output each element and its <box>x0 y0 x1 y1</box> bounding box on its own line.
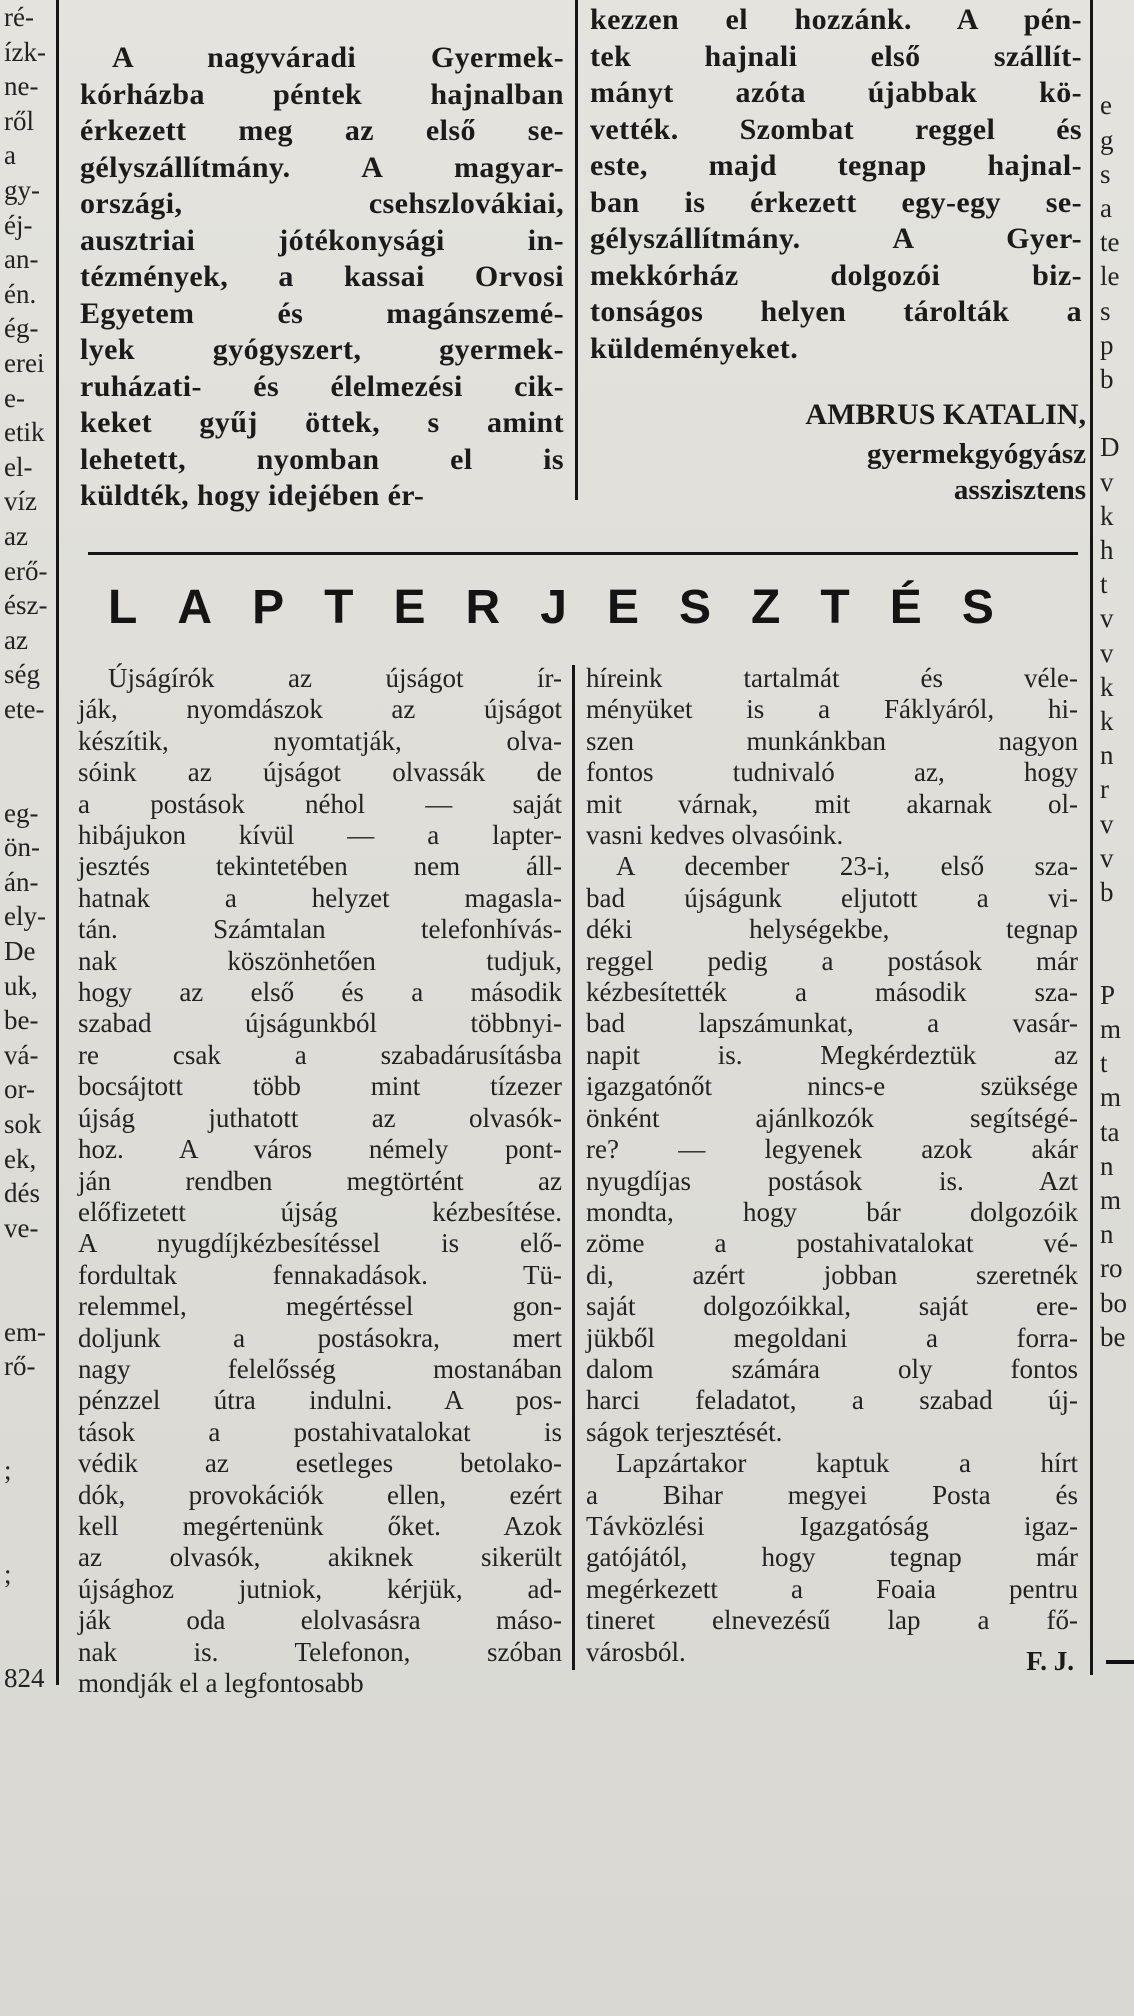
main-article-line: nak köszönhetően tudjuk, <box>78 945 562 976</box>
main-article-line: hogy az első és a második <box>78 977 562 1008</box>
left-fragment-line: ek, <box>4 1143 37 1174</box>
main-article-line: di, azért jobban szeretnék <box>586 1259 1078 1290</box>
main-article-line: napit is. Megkérdeztük az <box>586 1039 1078 1070</box>
main-article-line: doljunk a postásokra, mert <box>78 1322 562 1353</box>
top-article-line: tézmények, a kassai Orvosi <box>80 260 564 293</box>
main-article-line: mondják el a legfontosabb <box>78 1668 364 1698</box>
main-article-line: tineret elnevezésű lap a fő- <box>586 1605 1078 1636</box>
main-article-line: Távközlési Igazgatóság igaz- <box>586 1510 1078 1541</box>
main-article-line: tán. Számtalan telefonhívás- <box>78 914 562 945</box>
main-article-line: hoz. A város némely pont- <box>78 1134 562 1165</box>
top-article-line: A nagyváradi Gyermek- <box>112 41 564 74</box>
main-article-line: mondta, hogy bár dolgozóik <box>586 1196 1078 1227</box>
main-article-line: ságok terjesztését. <box>586 1416 783 1447</box>
right-fragment-line: be <box>1100 1321 1126 1352</box>
right-fragment-line <box>1100 20 1134 54</box>
left-fragment-line <box>4 1488 52 1523</box>
left-fragment-line <box>4 1626 52 1661</box>
main-article-line: a Bihar megyei Posta és <box>586 1479 1078 1510</box>
right-fragment-line: v <box>1100 842 1114 873</box>
top-article-line: kezzen el hozzánk. A pén- <box>590 3 1082 36</box>
left-fragment-line: ség <box>4 659 40 690</box>
top-article-line: lehetett, nyomban el is <box>80 442 564 476</box>
left-fragment-line: ; <box>4 1558 12 1589</box>
left-fragment-line: or- <box>4 1074 35 1105</box>
top-article-line: gélyszállítmány. A magyar- <box>80 150 564 184</box>
headline-letter: A <box>177 581 213 634</box>
top-article-line: vették. Szombat reggel és <box>590 112 1082 146</box>
main-article-line: fordultak fennakadások. Tü- <box>78 1259 562 1290</box>
headline-letter: P <box>252 581 285 634</box>
right-fragment-line: t <box>1100 569 1108 600</box>
left-fragment-line: vá- <box>4 1039 39 1070</box>
right-fragment-line: e <box>1100 90 1112 121</box>
right-fragment-line: D <box>1100 432 1120 463</box>
right-fragment-line: s <box>1100 158 1111 189</box>
left-fragment-line: én. <box>4 278 37 309</box>
headline-letter: T <box>324 581 354 634</box>
main-article-line: jesztés tekintetében nem áll- <box>78 851 562 882</box>
main-article-line: híreink tartalmát és véle- <box>586 663 1078 693</box>
right-fragment-line: v <box>1100 808 1114 839</box>
left-fragment-line: gy- <box>4 174 40 205</box>
right-fragment-line: v <box>1100 603 1114 634</box>
main-article-line: igazgatónőt nincs-e szüksége <box>586 1071 1078 1102</box>
top-article-author-title-1: gyermekgyógyász <box>866 438 1086 470</box>
main-article-line: előfizetett újság kézbesítése. <box>78 1196 562 1227</box>
right-fragment-line <box>1100 54 1134 88</box>
right-fragment-line: r <box>1100 774 1109 805</box>
headline-letter: T <box>820 581 850 634</box>
right-fragment-line: ro <box>1100 1253 1123 1284</box>
right-fragment-line: bo <box>1100 1287 1127 1318</box>
main-article-line: városból. <box>586 1636 686 1667</box>
main-article-line: ján rendben megtörtént az <box>78 1165 562 1196</box>
left-fragment-line: 824 <box>4 1662 45 1693</box>
left-fragment-line <box>4 1280 52 1315</box>
left-fragment-line: ről <box>4 105 34 136</box>
main-article-line: harci feladatot, a szabad új- <box>586 1385 1078 1416</box>
left-fragment-line: eg- <box>4 797 39 828</box>
main-article-column-1 <box>78 663 562 1699</box>
right-fragment-line: b <box>1100 364 1114 395</box>
left-fragment-line: be- <box>4 1005 39 1036</box>
left-fragment-line: ne- <box>4 71 39 102</box>
main-article-line: pénzzel útra indulni. A pos- <box>78 1385 562 1416</box>
top-article-line: küldeményeket. <box>590 331 799 365</box>
rule-main-column-divider <box>572 665 575 1670</box>
rule-left-margin <box>56 0 59 1685</box>
left-fragment-line: ete- <box>4 693 45 724</box>
main-article-line: ják oda elolvasásra máso- <box>78 1605 562 1636</box>
headline-letter: J <box>540 581 567 634</box>
right-fragment-line: ta <box>1100 1116 1120 1147</box>
headline-letter: Z <box>751 581 781 634</box>
right-fragment-line: m <box>1100 1013 1122 1044</box>
right-fragment-line: v <box>1100 637 1114 668</box>
right-fragment-line: le <box>1100 261 1120 292</box>
main-article-line: relemmel, megértéssel gon- <box>78 1291 562 1322</box>
main-article-line: hatnak a helyzet magasla- <box>78 882 562 913</box>
right-column-fragments <box>1100 20 1134 1354</box>
top-article-line: keket gyűj öttek, s amint <box>80 406 564 439</box>
left-fragment-line: a <box>4 140 16 171</box>
left-fragment-line: e- <box>4 382 25 413</box>
headline-letter: É <box>889 581 922 634</box>
top-article-line: mányt azóta újabbak kö- <box>590 76 1082 109</box>
main-article-line: A december 23-i, első sza- <box>616 851 1078 882</box>
left-fragment-line: az <box>4 624 28 655</box>
main-article-line: déki helységekbe, tegnap <box>586 914 1078 945</box>
left-fragment-line: dés <box>4 1178 40 1209</box>
main-article-line: újsághoz jutniok, kérjük, ad- <box>78 1573 562 1604</box>
main-article-line: fontos tudnivaló az, hogy <box>586 757 1078 788</box>
main-article-line: nyugdíjas postások is. Azt <box>586 1165 1078 1196</box>
left-fragment-line <box>4 1384 52 1419</box>
main-article-line: nak is. Telefonon, szóban <box>78 1636 562 1667</box>
left-fragment-line <box>4 761 52 796</box>
right-fragment-line: a <box>1100 193 1112 224</box>
top-article-line: tonságos helyen tárolták a <box>590 295 1082 328</box>
left-fragment-line <box>4 1245 52 1280</box>
top-article-line: kórházba péntek hajnalban <box>80 77 564 111</box>
main-article-line: bocsájtott több mint tízezer <box>78 1071 562 1102</box>
top-article-line: gélyszállítmány. A Gyer- <box>590 222 1082 255</box>
top-article-line: lyek gyógyszert, gyermek- <box>80 333 564 366</box>
main-article-line: nagy felelősség mostanában <box>78 1353 562 1384</box>
left-fragment-line: an- <box>4 244 39 275</box>
right-fragment-line: b <box>1100 877 1114 908</box>
left-fragment-line: ve- <box>4 1212 39 1243</box>
top-article-line: este, majd tegnap hajnal- <box>590 149 1082 182</box>
top-article-column-2 <box>590 2 1082 367</box>
headline-lapterjesztes <box>108 580 994 635</box>
left-fragment-line: erő- <box>4 555 48 586</box>
right-fragment-line <box>1100 943 1134 977</box>
main-article-line: az olvasók, akiknek sikerült <box>78 1542 562 1573</box>
right-fragment-line: n <box>1100 1219 1114 1250</box>
left-fragment-line: ré- <box>4 2 34 32</box>
right-fragment-line: n <box>1100 740 1114 771</box>
left-fragment-line: ég- <box>4 313 39 344</box>
right-fragment-line <box>1100 909 1134 943</box>
main-article-line: készítik, nyomtatják, olva- <box>78 725 562 756</box>
top-article-line: ban is érkezett egy-egy se- <box>590 185 1082 219</box>
headline-letter: E <box>393 581 426 634</box>
top-article-author-title-2: asszisztens <box>953 474 1086 506</box>
main-article-line: kell megértenünk őket. Azok <box>78 1510 562 1541</box>
right-fragment-line: v <box>1100 466 1114 497</box>
left-fragment-line: ön- <box>4 832 40 863</box>
left-fragment-line: erei <box>4 347 45 378</box>
main-article-line: újság juthatott az olvasók- <box>78 1102 562 1133</box>
main-article-line: bad lapszámunkat, a vasár- <box>586 1008 1078 1039</box>
headline-letter: E <box>606 581 639 634</box>
main-article-line: mit várnak, mit akarnak ol- <box>586 788 1078 819</box>
top-article-line: tek hajnali első szállít- <box>590 39 1082 73</box>
right-fragment-line: te <box>1100 227 1120 258</box>
main-article-line: dalom számára oly fontos <box>586 1353 1078 1384</box>
top-article-line: országi, csehszlovákiai, <box>80 187 564 220</box>
headline-letter: L <box>108 581 138 634</box>
main-article-line: dók, provokációk ellen, ezért <box>78 1479 562 1510</box>
top-article-line: érkezett meg az első se- <box>80 114 564 147</box>
rule-section-divider <box>88 552 1078 555</box>
top-article-line: Egyetem és magánszemé- <box>80 296 564 330</box>
main-article-line: Újságírók az újságot ír- <box>108 663 562 693</box>
left-fragment-line: éj- <box>4 209 33 240</box>
right-fragment-line <box>1100 396 1134 430</box>
right-edge-dash <box>1106 1660 1134 1664</box>
left-fragment-line: víz <box>4 486 37 517</box>
left-fragment-line: De <box>4 936 36 967</box>
main-article-line: ják, nyomdászok az újságot <box>78 694 562 725</box>
top-article-line: küldték, hogy idejében ér- <box>80 479 425 512</box>
right-fragment-line: g <box>1100 124 1114 155</box>
right-fragment-line: k <box>1100 706 1114 737</box>
main-article-line: jükből megoldani a forra- <box>586 1322 1078 1353</box>
right-fragment-line: s <box>1100 295 1111 326</box>
headline-letter: R <box>465 581 501 634</box>
main-article-line: re? — legyenek azok akár <box>586 1134 1078 1165</box>
headline-letter: S <box>961 581 994 634</box>
main-article-line: saját dolgozóikkal, saját ere- <box>586 1291 1078 1322</box>
headline-letter: S <box>679 581 712 634</box>
left-fragment-line <box>4 1591 52 1626</box>
top-article-author-name: AMBRUS KATALIN, <box>805 398 1086 431</box>
main-article-signature: F. J. <box>1026 1646 1074 1676</box>
main-article-line: gatójától, hogy tegnap már <box>586 1542 1078 1573</box>
left-fragment-line <box>4 726 52 761</box>
left-fragment-line: az <box>4 520 28 551</box>
right-fragment-line: t <box>1100 1048 1108 1079</box>
main-article-line: sóink az újságot olvassák de <box>78 757 562 788</box>
right-fragment-line: k <box>1100 671 1114 702</box>
main-article-line: vasni kedves olvasóink. <box>586 820 844 851</box>
right-fragment-line: n <box>1100 1150 1114 1181</box>
left-fragment-line: rő- <box>4 1351 36 1382</box>
main-article-line: Lapzártakor kaptuk a hírt <box>616 1448 1078 1479</box>
right-fragment-line: p <box>1100 329 1114 360</box>
top-article-column-1 <box>80 40 564 515</box>
main-article-line: A nyugdíjkézbesítéssel is elő- <box>78 1228 562 1259</box>
main-article-line: megérkezett a Foaia pentru <box>586 1573 1078 1604</box>
left-column-fragments <box>4 0 52 1695</box>
main-article-line: szen munkánkban nagyon <box>586 725 1078 756</box>
main-article-column-2 <box>586 663 1078 1668</box>
main-article-line: kézbesítették a második sza- <box>586 977 1078 1008</box>
main-article-line: a postások néhol — saját <box>78 788 562 819</box>
left-fragment-line: ; <box>4 1454 12 1485</box>
left-fragment-line: em- <box>4 1316 46 1347</box>
main-article-line: szabad újságunkból többnyi- <box>78 1008 562 1039</box>
main-article-line: ményüket is a Fáklyáról, hi- <box>586 694 1078 725</box>
left-fragment-line: uk, <box>4 970 38 1001</box>
main-article-line: re csak a szabadárusításba <box>78 1039 562 1070</box>
top-article-line: ausztriai jótékonysági in- <box>80 223 564 257</box>
left-fragment-line: ely- <box>4 901 46 932</box>
top-article-line: mekkórház dolgozói biz- <box>590 258 1082 292</box>
right-fragment-line: m <box>1100 1082 1122 1113</box>
main-article-line: hibájukon kívül — a lapter- <box>78 820 562 851</box>
main-article-line: bad újságunk eljutott a vi- <box>586 882 1078 913</box>
left-fragment-line: el- <box>4 451 33 482</box>
right-fragment-line: P <box>1100 979 1116 1010</box>
top-article-line: ruházati- és élelmezési cik- <box>80 369 564 403</box>
left-fragment-line <box>4 1418 52 1453</box>
right-fragment-line: m <box>1100 1184 1122 1215</box>
main-article-line: önként ajánlkozók segítségé- <box>586 1102 1078 1133</box>
right-fragment-line: k <box>1100 500 1114 531</box>
left-fragment-line <box>4 1522 52 1557</box>
rule-right-margin <box>1090 0 1093 1675</box>
rule-top-column-divider <box>575 0 578 500</box>
left-fragment-line: sok <box>4 1109 42 1139</box>
left-fragment-line: án- <box>4 866 39 897</box>
left-fragment-line: etik <box>4 417 45 448</box>
main-article-line: zöme a postahivatalokat vé- <box>586 1228 1078 1259</box>
left-fragment-line: ész- <box>4 590 48 621</box>
right-fragment-line: h <box>1100 535 1114 566</box>
left-fragment-line: ízk- <box>4 36 46 67</box>
main-article-line: védik az esetleges betolako- <box>78 1448 562 1479</box>
main-article-line: reggel pedig a postások már <box>586 945 1078 976</box>
main-article-line: tások a postahivatalokat is <box>78 1416 562 1447</box>
